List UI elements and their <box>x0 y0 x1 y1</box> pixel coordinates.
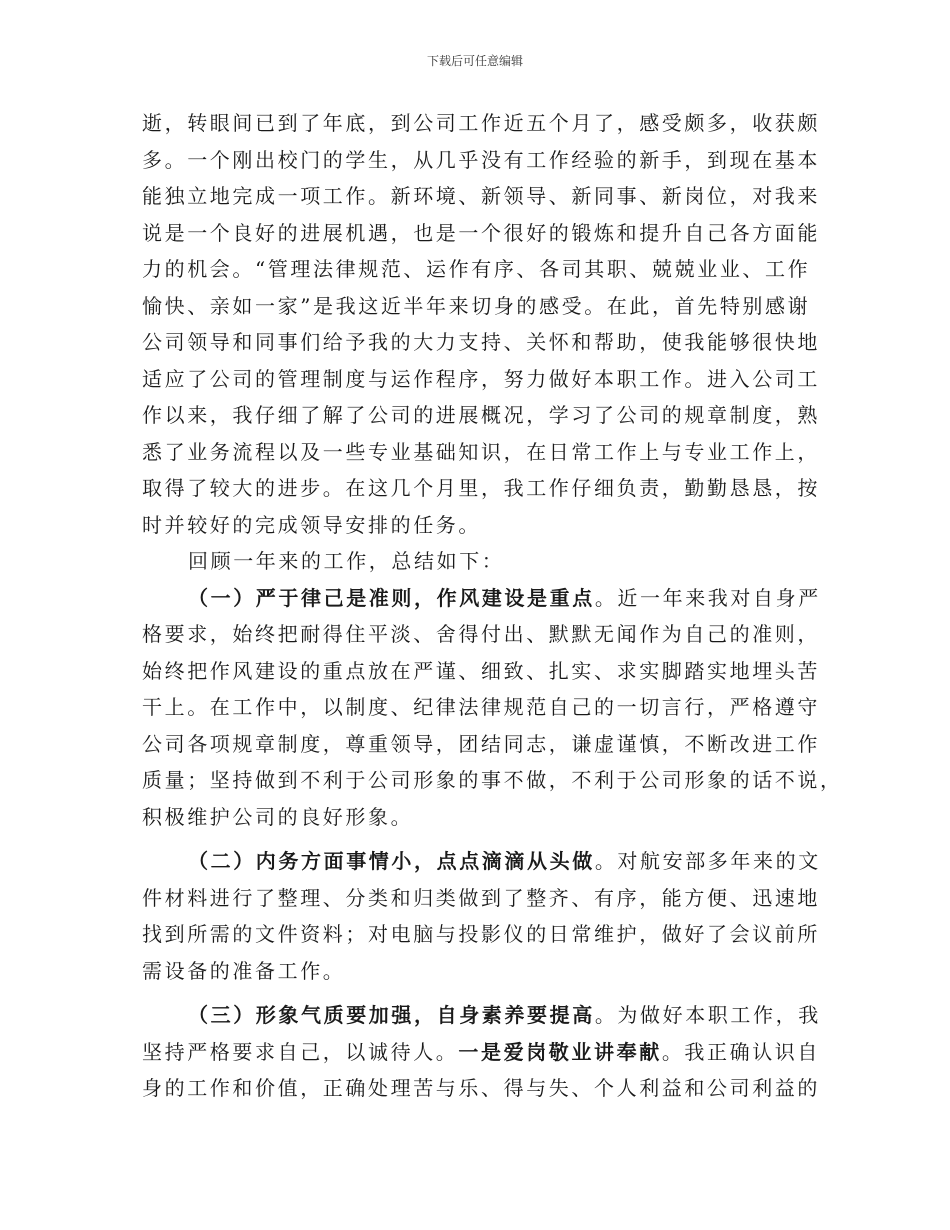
section-2-first-line <box>142 843 821 880</box>
paragraph-line: 说是一个良好的进展机遇，也是一个很好的锻炼和提升自己各方面能 <box>142 220 820 245</box>
section-3-text: 。为做好本职工作，我 <box>594 1003 821 1027</box>
paragraph-line: 公司各项规章制度，尊重领导，团结同志，谦虚谨慎，不断改进工作 <box>142 731 820 756</box>
paragraph-line: 件材料进行了整理、分类和归类做到了整齐、有序，能方便、迅速地 <box>142 885 820 910</box>
paragraph-line: 需设备的准备工作。 <box>142 958 346 983</box>
section-1-text: 。近一年来我对自身严 <box>594 585 821 610</box>
section-2-text: 。对航安部多年来的文 <box>594 849 821 873</box>
paragraph-line: 找到所需的文件资料；对电脑与投影仪的日常维护，做好了会议前所 <box>142 922 820 946</box>
paragraph-line: 力的机会。“管理法律规范、运作有序、各司其职、兢兢业业、工作 <box>142 257 811 281</box>
paragraph-line: 能独立地完成一项工作。新环境、新领导、新同事、新岗位，对我来 <box>142 184 820 208</box>
paragraph-line: 格要求，始终把耐得住平淡、舍得付出、默默无闻作为自己的准则， <box>142 622 820 646</box>
section-3-subheading: 一是爱岗敬业讲奉献 <box>458 1039 662 1064</box>
paragraph-line: 质量；坚持做到不利于公司形象的事不做，不利于公司形象的话不说， <box>142 768 843 792</box>
paragraph-line: 公司领导和同事们给予我的大力支持、关怀和帮助，使我能够很快地 <box>142 330 820 354</box>
paragraph-line: 始终把作风建设的重点放在严谨、细致、扎实、求实脚踏实地埋头苦 <box>142 658 820 683</box>
section-3-first-line <box>142 997 821 1034</box>
section-3-line2-prefix: 坚持严格要求自己，以诚待人。 <box>142 1039 459 1064</box>
section-3-second-line <box>142 1034 821 1071</box>
section-1-heading: （一）严于律己是准则，作风建设是重点 <box>188 585 595 610</box>
section-1-first-line <box>142 580 821 617</box>
paragraph-line: 积极维护公司的良好形象。 <box>142 804 414 829</box>
paragraph-line: 身的工作和价值，正确处理苦与乐、得与失、个人利益和公司利益的 <box>142 1076 820 1100</box>
paragraph-line: 适应了公司的管理制度与运作程序，努力做好本职工作。进入公司工 <box>142 366 820 391</box>
page-header: 下载后可任意编辑 <box>426 54 523 68</box>
paragraph-line: 时并较好的完成领导安排的任务。 <box>142 512 481 537</box>
paragraph-line: 愉快、亲如一家”是我这近半年来切身的感受。在此，首先特别感谢 <box>142 293 811 318</box>
document-body <box>142 105 843 1107</box>
section-3-line2-suffix: 。我正确认识自 <box>661 1039 821 1064</box>
section-2-heading: （二）内务方面事情小，点点滴滴从头做 <box>188 849 595 873</box>
paragraph-line: 逝，转眼间已到了年底，到公司工作近五个月了，感受颇多，收获颇 <box>142 111 820 135</box>
section-3-heading: （三）形象气质要加强，自身素养要提高 <box>188 1003 595 1027</box>
summary-intro: 回顾一年来的工作，总结如下： <box>188 549 505 573</box>
paragraph-line: 多。一个刚出校门的学生，从几乎没有工作经验的新手，到现在基本 <box>142 147 820 172</box>
paragraph-line: 悉了业务流程以及一些专业基础知识，在日常工作上与专业工作上， <box>142 439 820 464</box>
paragraph-line: 取得了较大的进步。在这几个月里，我工作仔细负责，勤勤恳恳，按 <box>142 476 820 500</box>
paragraph-line: 干上。在工作中，以制度、纪律法律规范自己的一切言行，严格遵守 <box>142 695 820 719</box>
paragraph-line: 作以来，我仔细了解了公司的进展概况，学习了公司的规章制度，熟 <box>142 403 820 427</box>
